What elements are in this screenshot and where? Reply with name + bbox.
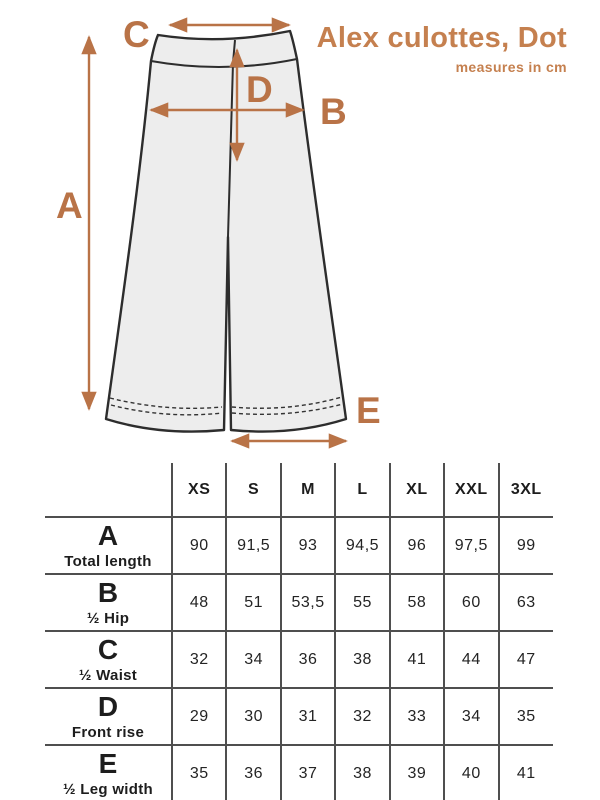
measure-row-label xyxy=(45,745,172,800)
measure-value: 60 xyxy=(444,574,498,631)
measure-name: ½ Leg width xyxy=(63,781,153,798)
product-title: Alex culottes, Dot xyxy=(316,22,567,54)
measure-name: ½ Hip xyxy=(86,609,130,627)
measure-value: 55 xyxy=(335,574,389,631)
measure-value: 36 xyxy=(226,745,280,800)
measure-label-c: C xyxy=(123,14,150,55)
garment-sketch xyxy=(106,31,346,432)
table-row-front-rise xyxy=(45,688,553,745)
measure-row-label xyxy=(45,688,172,745)
measure-name: Front rise xyxy=(71,723,145,741)
measure-value: 29 xyxy=(172,688,226,745)
units-note: measures in cm xyxy=(455,59,567,75)
measure-value: 63 xyxy=(499,574,553,631)
size-col-s: S xyxy=(226,463,280,517)
size-col-xl: XL xyxy=(390,463,444,517)
measure-value: 39 xyxy=(390,745,444,800)
measure-value: 93 xyxy=(281,517,335,574)
measure-letter: E xyxy=(98,748,118,779)
size-col-l: L xyxy=(335,463,389,517)
corner-cell xyxy=(45,463,172,517)
measure-label-b: B xyxy=(320,91,347,132)
garment-outline xyxy=(106,31,346,432)
measure-value: 36 xyxy=(281,631,335,688)
measure-value: 35 xyxy=(499,688,553,745)
measure-value: 38 xyxy=(335,745,389,800)
measure-value: 48 xyxy=(172,574,226,631)
measure-value: 96 xyxy=(390,517,444,574)
table-row-total-length xyxy=(45,517,553,574)
measure-row-label xyxy=(45,574,172,631)
measure-letter: D xyxy=(97,690,119,722)
measure-value: 58 xyxy=(390,574,444,631)
measure-label-e: E xyxy=(356,390,381,431)
measure-value: 41 xyxy=(390,631,444,688)
measure-value: 47 xyxy=(499,631,553,688)
measure-letter: B xyxy=(97,576,119,608)
measure-value: 41 xyxy=(499,745,553,800)
table-row-half-waist xyxy=(45,631,553,688)
measure-value: 30 xyxy=(226,688,280,745)
measure-value: 32 xyxy=(172,631,226,688)
measure-row-label xyxy=(45,517,172,574)
measure-value: 31 xyxy=(281,688,335,745)
size-col-xs: XS xyxy=(172,463,226,517)
measure-value: 99 xyxy=(499,517,553,574)
size-col-3xl: 3XL xyxy=(499,463,553,517)
measure-value: 97,5 xyxy=(444,517,498,574)
measure-value: 53,5 xyxy=(281,574,335,631)
measure-value: 35 xyxy=(172,745,226,800)
measure-value: 33 xyxy=(390,688,444,745)
measure-value: 32 xyxy=(335,688,389,745)
measure-letter: C xyxy=(97,633,119,665)
size-col-m: M xyxy=(281,463,335,517)
measure-value: 38 xyxy=(335,631,389,688)
size-header-row xyxy=(45,463,553,517)
table-row-half-hip xyxy=(45,574,553,631)
measure-value: 91,5 xyxy=(226,517,280,574)
measure-label-d: D xyxy=(246,69,273,110)
measure-letter: A xyxy=(97,519,119,551)
measure-value: 40 xyxy=(444,745,498,800)
measure-row-label xyxy=(45,631,172,688)
measure-value: 37 xyxy=(281,745,335,800)
measure-value: 34 xyxy=(226,631,280,688)
measure-name: ½ Waist xyxy=(78,666,138,684)
table-row-half-leg-width xyxy=(45,745,553,800)
measure-label-a: A xyxy=(56,185,83,226)
size-table xyxy=(45,463,553,800)
measure-value: 34 xyxy=(444,688,498,745)
measure-value: 44 xyxy=(444,631,498,688)
measure-value: 51 xyxy=(226,574,280,631)
size-col-xxl: XXL xyxy=(444,463,498,517)
measure-value: 90 xyxy=(172,517,226,574)
measure-name: Total length xyxy=(64,552,152,570)
measure-value: 94,5 xyxy=(335,517,389,574)
